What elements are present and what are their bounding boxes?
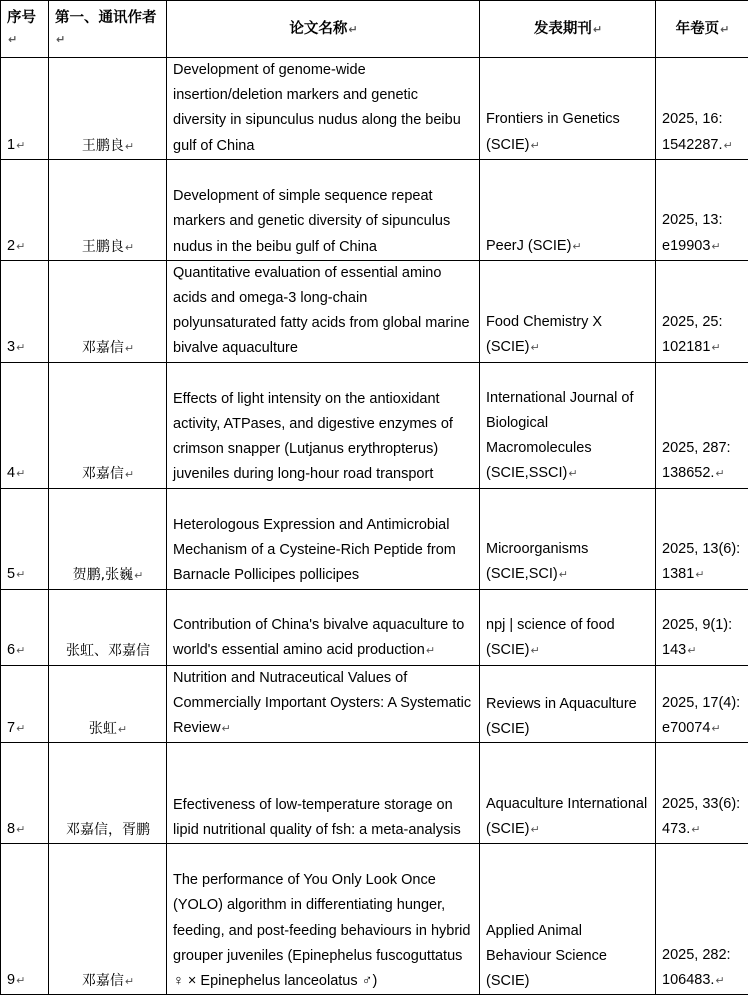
table-row — [1, 362, 748, 488]
row-authors: 贺鹏,张巍↵ — [49, 488, 167, 589]
row-index: 5↵ — [1, 488, 49, 589]
table-row — [1, 589, 748, 665]
row-authors: 王鹏良↵ — [49, 58, 167, 160]
row-volume: 2025, 13(6): 1381↵ — [656, 488, 748, 589]
row-title: Efectiveness of low-temperature storage on lipid nutritional quality of fsh: a meta-analysis — [167, 743, 480, 844]
row-journal: Microorganisms (SCIE,SCI)↵ — [480, 488, 656, 589]
row-index: 2↵ — [1, 159, 49, 260]
row-index: 4↵ — [1, 362, 49, 488]
row-journal: npj | science of food (SCIE)↵ — [480, 589, 656, 665]
table-row — [1, 844, 748, 995]
table-row — [1, 260, 748, 362]
row-volume: 2025, 9(1): 143↵ — [656, 589, 748, 665]
row-title: Nutrition and Nutraceutical Values of Commercially Important Oysters: A Systematic Review↵ — [167, 665, 480, 743]
row-index: 7↵ — [1, 665, 49, 743]
row-title: Quantitative evaluation of essential amino acids and omega-3 long-chain polyunsaturated fatty acids from global marine bivalve aquaculture — [167, 260, 480, 362]
row-volume: 2025, 16: 1542287.↵ — [656, 58, 748, 160]
row-volume: 2025, 13: e19903↵ — [656, 159, 748, 260]
header-title: 论文名称↵ — [167, 1, 480, 58]
header-row — [1, 1, 748, 58]
row-authors: 邓嘉信↵ — [49, 362, 167, 488]
row-index: 1↵ — [1, 58, 49, 160]
row-authors: 邓嘉信，胥鹏 — [49, 743, 167, 844]
row-authors: 邓嘉信↵ — [49, 260, 167, 362]
row-volume: 2025, 282: 106483.↵ — [656, 844, 748, 995]
header-authors: 第一、通讯作者↵ — [49, 1, 167, 58]
table-row — [1, 743, 748, 844]
table-row — [1, 159, 748, 260]
header-index: 序号↵ — [1, 1, 49, 58]
row-journal: Food Chemistry X (SCIE)↵ — [480, 260, 656, 362]
row-index: 8↵ — [1, 743, 49, 844]
header-journal: 发表期刊↵ — [480, 1, 656, 58]
row-title: Development of genome-wide insertion/deletion markers and genetic diversity in sipunculus nudus along the beibu gulf of China — [167, 58, 480, 160]
row-authors: 邓嘉信↵ — [49, 844, 167, 995]
table-row — [1, 58, 748, 160]
row-title: Development of simple sequence repeat markers and genetic diversity of sipunculus nudus in the beibu gulf of China — [167, 159, 480, 260]
row-title: Effects of light intensity on the antioxidant activity, ATPases, and digestive enzymes of crimson snapper (Lutjanus erythropterus) juveniles during long-hour road transport — [167, 362, 480, 488]
header-volume: 年卷页↵ — [656, 1, 748, 58]
row-volume: 2025, 25: 102181↵ — [656, 260, 748, 362]
row-journal: Frontiers in Genetics (SCIE)↵ — [480, 58, 656, 160]
row-journal: PeerJ (SCIE)↵ — [480, 159, 656, 260]
row-journal: International Journal of Biological Macromolecules (SCIE,SSCI)↵ — [480, 362, 656, 488]
row-title: The performance of You Only Look Once (YOLO) algorithm in differentiating hunger, feeding, and post-feeding behaviours in hybrid grouper juveniles (Epinephelus fuscoguttatus ♀ × Epinephelus lanceolatus ♂) — [167, 844, 480, 995]
table-row — [1, 665, 748, 743]
table-row — [1, 488, 748, 589]
row-journal: Aquaculture International (SCIE)↵ — [480, 743, 656, 844]
row-authors: 张虹、邓嘉信 — [49, 589, 167, 665]
row-authors: 王鹏良↵ — [49, 159, 167, 260]
row-authors: 张虹↵ — [49, 665, 167, 743]
row-index: 6↵ — [1, 589, 49, 665]
row-volume: 2025, 17(4): e70074↵ — [656, 665, 748, 743]
row-volume: 2025, 33(6): 473.↵ — [656, 743, 748, 844]
row-index: 9↵ — [1, 844, 49, 995]
row-index: 3↵ — [1, 260, 49, 362]
row-title: Contribution of China's bivalve aquaculture to world's essential amino acid production↵ — [167, 589, 480, 665]
row-title: Heterologous Expression and Antimicrobial Mechanism of a Cysteine-Rich Peptide from Barnacle Pollicipes pollicipes — [167, 488, 480, 589]
row-volume: 2025, 287: 138652.↵ — [656, 362, 748, 488]
row-journal: Reviews in Aquaculture (SCIE) — [480, 665, 656, 743]
row-journal: Applied Animal Behaviour Science (SCIE) — [480, 844, 656, 995]
